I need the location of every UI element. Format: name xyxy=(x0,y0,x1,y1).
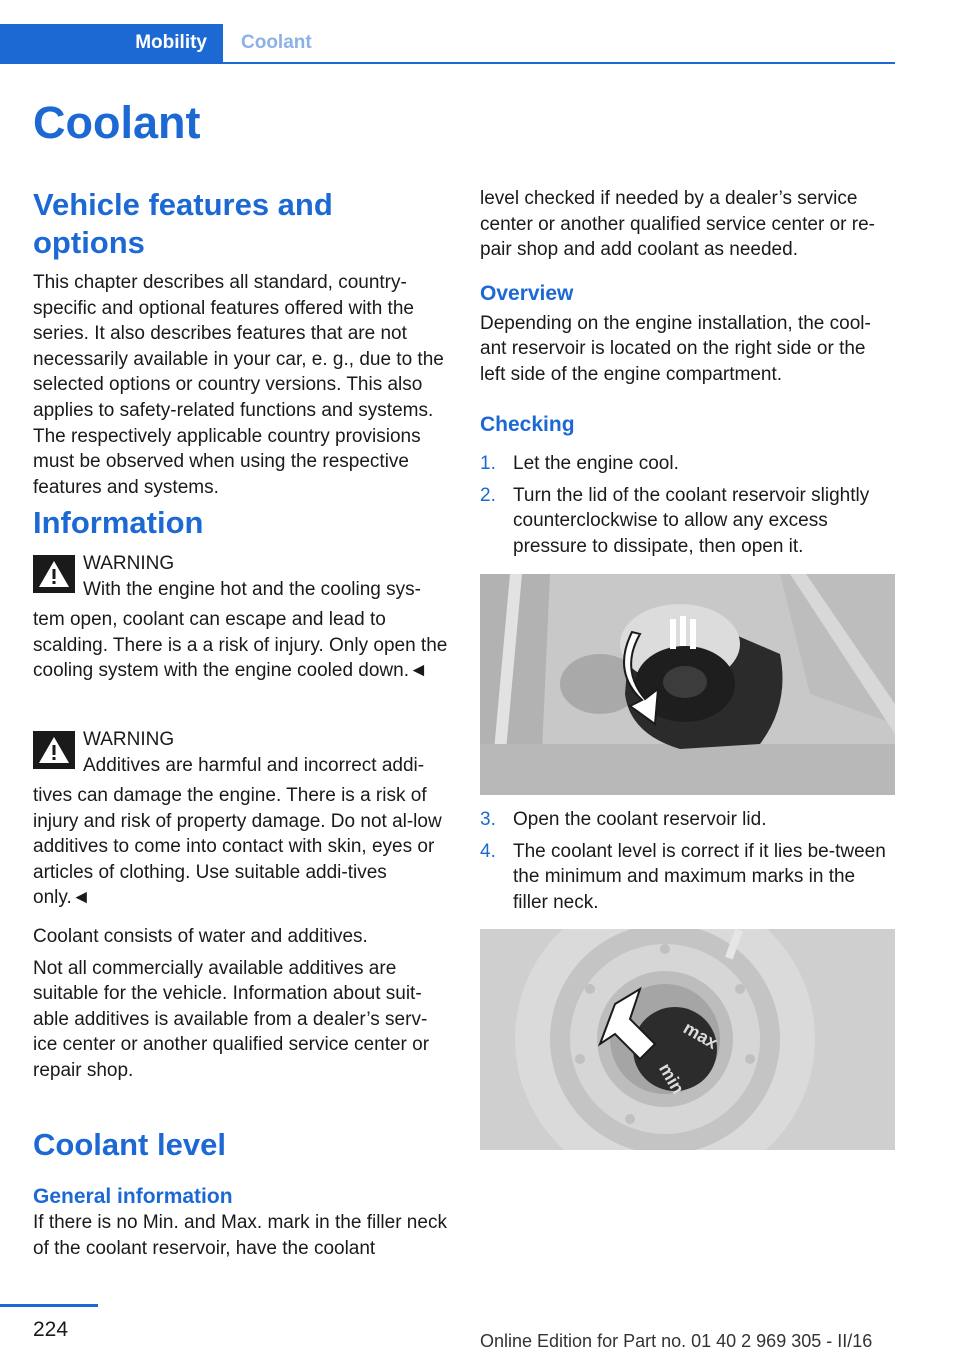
reservoir-lid-photo xyxy=(480,574,895,795)
warning1-header xyxy=(83,551,448,602)
footer-rule xyxy=(0,1304,98,1307)
warning2-title: WARNING xyxy=(83,729,175,750)
warning1-line1: With the engine hot and the cooling sys- xyxy=(83,578,421,600)
warning1-title: WARNING xyxy=(83,553,175,574)
warning2-body xyxy=(33,783,448,911)
info-para1: Coolant consists of water and additives. xyxy=(33,926,368,947)
steps-list-a xyxy=(480,451,895,559)
warning1-body xyxy=(33,607,448,684)
right-column-top xyxy=(480,186,895,438)
list-item xyxy=(480,839,895,916)
steps-list-b xyxy=(480,807,895,915)
step-text: Let the engine cool. xyxy=(513,453,679,474)
warning2-text: tives can damage the engine. There is a risk of injury and risk of property damage. Do not al-low additives to come into contact with skin, eyes or articles of clothing. Use suitable addi-tives only.◄ xyxy=(33,785,442,909)
step-text: Turn the lid of the coolant reservoir slightly counterclockwise to allow any excess pressure to dissipate, then open it. xyxy=(513,484,870,557)
step-text: The coolant level is correct if it lies be-tween the minimum and maximum marks in the filler neck. xyxy=(513,840,886,913)
subheading-general-information: General information xyxy=(33,1185,233,1208)
subheading-overview: Overview xyxy=(480,281,574,305)
list-item xyxy=(480,451,895,477)
features-body: This chapter describes all standard, country-specific and optional features offered with the series. It also describes features that are not necessarily available in your car, e. g., due to the selected options or country versions. This also applies to safety-related functions and systems. The respectively applicable country provisions must be observed when using the respective features and systems. xyxy=(33,272,444,498)
step-number: 1. xyxy=(480,453,496,474)
tab-mobility[interactable] xyxy=(0,24,223,62)
warning-triangle-icon xyxy=(33,731,75,769)
header-tab-bar xyxy=(0,24,895,64)
general-body-left: If there is no Min. and Max. mark in the filler neck of the coolant reservoir, have the coolant xyxy=(33,1212,447,1259)
list-item xyxy=(480,807,895,833)
list-item xyxy=(480,483,895,560)
information-block xyxy=(33,504,448,542)
warning1-text: tem open, coolant can escape and lead to scalding. There is a a risk of injury. Only open the cooling system with the engine cooled down.◄ xyxy=(33,609,448,682)
step-number: 3. xyxy=(480,809,496,830)
warning2-header xyxy=(83,727,448,778)
max-mark-label: max xyxy=(680,1017,722,1053)
left-column xyxy=(33,186,448,500)
section-heading-information: Information xyxy=(33,505,204,540)
section-heading-features: Vehicle features and options xyxy=(33,187,333,260)
footer-edition: Online Edition for Part no. 01 40 2 969 305 - II/16 xyxy=(480,1331,873,1351)
subheading-checking: Checking xyxy=(480,412,575,436)
warning-triangle-icon xyxy=(33,555,75,593)
coolant-level-block xyxy=(33,1126,448,1261)
info-para2: Not all commercially available additives are suitable for the vehicle. Information about suit-able additives is available from a dealer’s serv-ice center or another qualified service center or repair shop. xyxy=(33,957,430,1081)
general-body-right: level checked if needed by a dealer’s service center or another qualified service center or re-pair shop and add coolant as needed. xyxy=(480,188,875,261)
tab-coolant[interactable]: Coolant xyxy=(241,32,312,53)
step-number: 4. xyxy=(480,840,496,862)
tab-mobility-label: Mobility xyxy=(135,32,207,53)
step-number: 2. xyxy=(480,484,496,506)
information-paragraphs xyxy=(33,924,448,1084)
section-heading-coolant-level: Coolant level xyxy=(33,1127,226,1162)
overview-body: Depending on the engine installation, the cool-ant reservoir is located on the right side or the left side of the engine compartment. xyxy=(480,312,871,385)
filler-neck-photo xyxy=(480,929,895,1150)
step-text: Open the coolant reservoir lid. xyxy=(513,809,767,830)
page-number: 224 xyxy=(33,1318,69,1341)
page-title: Coolant xyxy=(33,97,201,148)
min-mark-label: min xyxy=(655,1059,689,1098)
warning2-line1: Additives are harmful and incorrect addi- xyxy=(83,754,425,776)
